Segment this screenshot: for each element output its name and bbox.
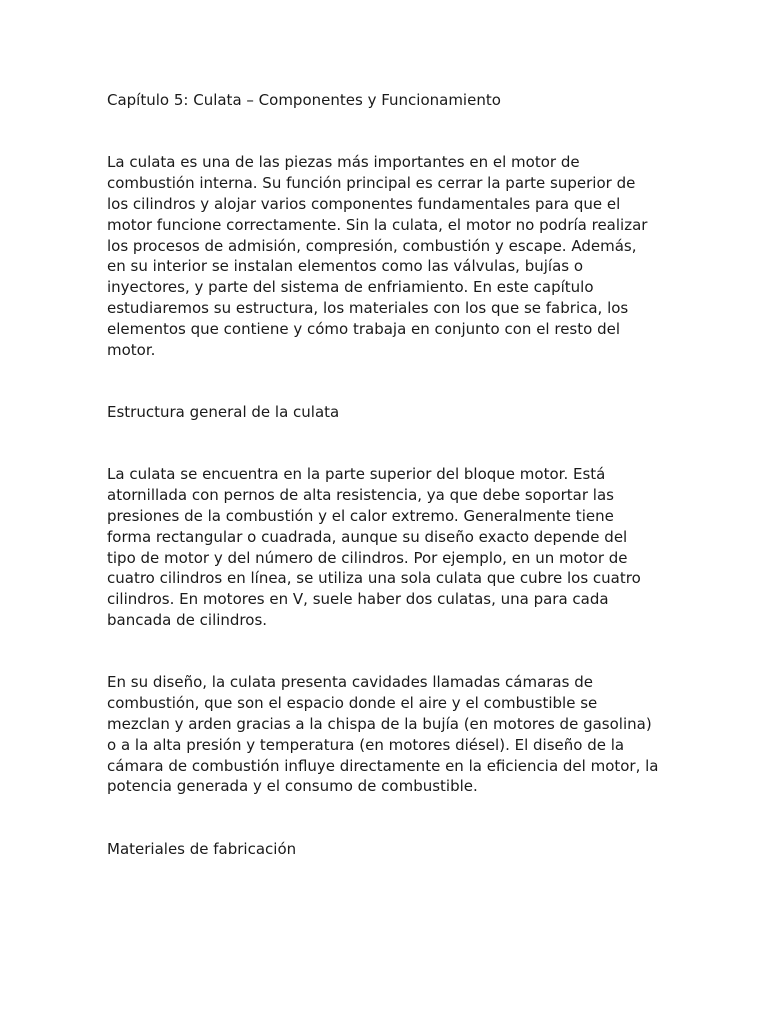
intro-paragraph: La culata es una de las piezas más importantes en el motor de combustión interna. Su función principal es cerrar la parte superior de los cilindros y alojar varios componentes fundamentales para que el motor funcione correctamente. Sin la culata, el motor no podría realizar los procesos de admisión, compresión, combustión y escape. Además, en su interior se instalan elementos como las válvulas, bujías o inyectores, y parte del sistema de enfriamiento. En este capítulo estudiaremos su estructura, los materiales con los que se fabrica, los elementos que contiene y cómo trabaja en conjunto con el resto del motor. <box>107 153 648 359</box>
chapter-title: Capítulo 5: Culata – Componentes y Funcionamiento <box>107 91 501 109</box>
structure-paragraph-2: En su diseño, la culata presenta cavidades llamadas cámaras de combustión, que son el espacio donde el aire y el combustible se mezclan y arden gracias a la chispa de la bujía (en motores de gasolina) o a la alta presión y temperatura (en motores diésel). El diseño de la cámara de combustión influye directamente en la eficiencia del motor, la potencia generada y el consumo de combustible. <box>107 673 659 796</box>
section-heading-materials: Materiales de fabricación <box>107 839 297 858</box>
section-heading-structure: Estructura general de la culata <box>107 402 340 421</box>
structure-paragraph-1: La culata se encuentra en la parte superior del bloque motor. Está atornillada con pernos de alta resistencia, ya que debe soportar las presiones de la combustión y el calor extremo. Generalmente tiene forma rectangular o cuadrada, aunque su diseño exacto depende del tipo de motor y del número de cilindros. Por ejemplo, en un motor de cuatro cilindros en línea, se utiliza una sola culata que cubre los cuatro cilindros. En motores en V, suele haber dos culatas, una para cada bancada de cilindros. <box>107 465 641 629</box>
document-page <box>107 90 667 901</box>
